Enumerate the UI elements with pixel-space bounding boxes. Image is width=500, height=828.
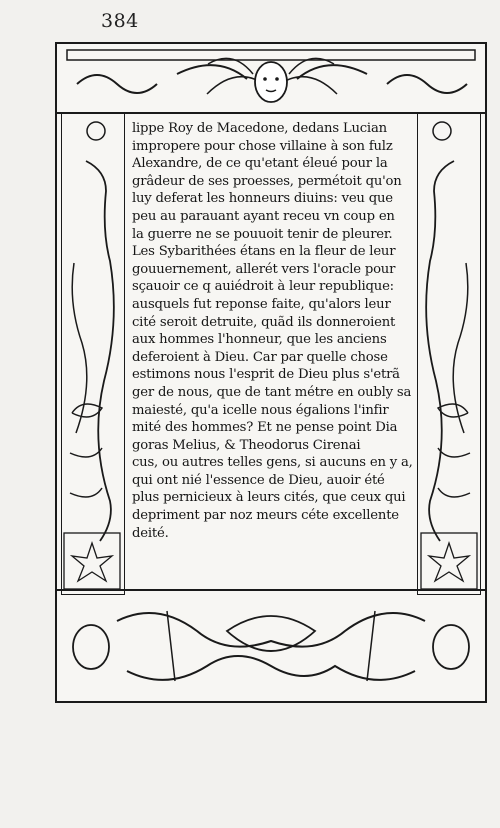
text-line: cus, ou autres telles gens, si aucuns en y a, (132, 455, 413, 471)
text-line: deferoient à Dieu. Car par quelle chose (132, 349, 388, 365)
grotesque-masks-ornament-icon (57, 591, 485, 701)
text-line: deité. (132, 525, 169, 541)
text-line: cité seroit detruite, quãd ils donneroient (132, 314, 396, 330)
text-line: ausquels fut reponse faite, qu'alors leur (132, 296, 391, 312)
text-line: sçauoir ce q auiédroit à leur republique: (132, 279, 394, 295)
body-text (132, 120, 424, 542)
text-line: plus pernicieux à leurs cités, que ceux qui (132, 490, 406, 506)
text-line: lippe Roy de Macedone, dedans Lucian (132, 121, 387, 136)
right-caryatid-figure-icon (418, 113, 479, 593)
text-line: aux hommes l'honneur, que les anciens (132, 332, 387, 348)
text-line: Les Sybarithées étans en la fleur de leur (132, 244, 396, 260)
bottom-ornament-band (57, 589, 485, 701)
text-line: grâdeur de ses proesses, permétoit qu'on (132, 173, 402, 189)
top-ornament-band (57, 44, 485, 114)
text-line: impropere pour chose villaine à son fulz (132, 138, 393, 154)
cherub-ornament-icon (57, 44, 485, 112)
text-line: qui ont nié l'essence de Dieu, auoir été (132, 472, 385, 488)
text-line: gouuernement, allerét vers l'oracle pour (132, 261, 396, 277)
right-column-ornament (417, 112, 481, 595)
text-line: ger de nous, que de tant métre en oubly sa (132, 384, 412, 400)
left-column-ornament (61, 112, 125, 595)
text-line: Alexandre, de ce qu'etant éleué pour la (132, 156, 388, 172)
text-line: la guerre ne se pouuoit tenir de pleurer. (132, 226, 393, 242)
text-line: maiesté, qu'a icelle nous égalions l'infir (132, 402, 389, 418)
text-line: mité des hommes? Et ne pense point Dia (132, 420, 398, 436)
text-line: estimons nous l'esprit de Dieu plus s'etrã (132, 367, 400, 383)
text-line: depriment par noz meurs céte excellente (132, 508, 399, 524)
left-caryatid-figure-icon (62, 113, 123, 593)
text-line: goras Melius, & Theodorus Cirenai (132, 437, 361, 453)
text-line: luy deferat les honneurs diuins: veu que (132, 191, 393, 207)
page-number: 384 (101, 10, 139, 32)
text-line: peu au parauant ayant receu vn coup en (132, 208, 395, 224)
